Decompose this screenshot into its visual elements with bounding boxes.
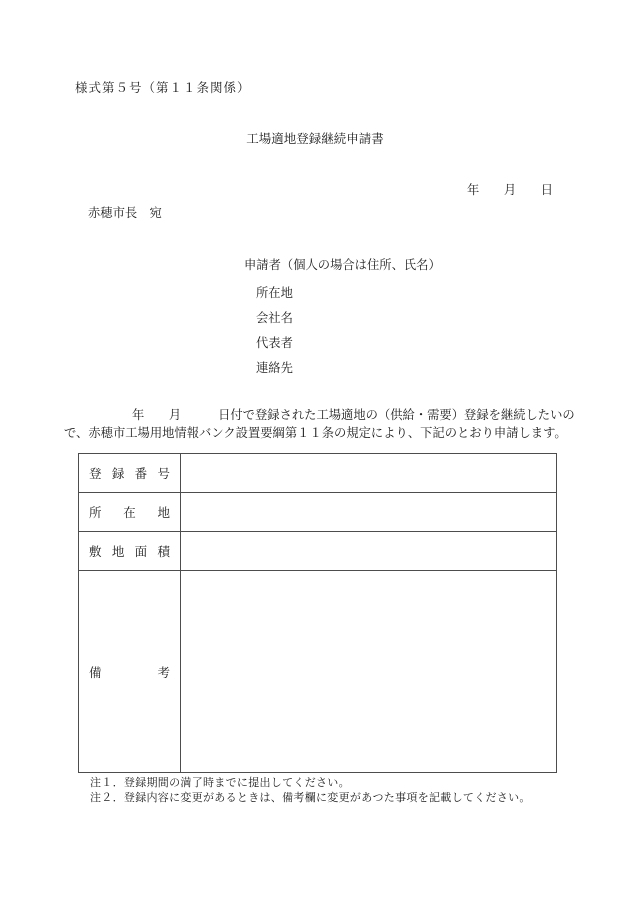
table-label-text: 登 録 番 号	[89, 467, 170, 481]
table-label-site-area	[79, 532, 181, 571]
table-label-location	[79, 493, 181, 532]
body-text-line-2: で、赤穂市工場用地情報バンク設置要綱第１１条の規定により、下記のとおり申請します。	[64, 426, 567, 440]
table-label-remarks	[79, 571, 181, 772]
applicant-field-contact: 連絡先	[256, 361, 293, 375]
table-label-text: 敷 地 面 積	[89, 545, 170, 559]
note-1: 注１．登録期間の満了時までに提出してください。	[90, 777, 350, 789]
table-label-text: 備 考	[89, 665, 170, 680]
form-number: 様式第５号（第１１条関係）	[75, 81, 251, 95]
applicant-heading: 申請者（個人の場合は住所、氏名）	[244, 258, 441, 272]
application-table	[78, 453, 557, 773]
table-label-registration-number	[79, 454, 181, 493]
table-value-location	[181, 493, 556, 532]
page-title: 工場適地登録継続申請書	[246, 132, 384, 146]
note-2: 注２．登録内容に変更があるときは、備考欄に変更があつた事項を記載してください。	[90, 792, 531, 804]
date-line: 年 月 日	[467, 183, 554, 197]
table-value-site-area	[181, 532, 556, 571]
applicant-field-company: 会社名	[256, 311, 293, 325]
applicant-field-location: 所在地	[256, 286, 293, 300]
table-value-remarks	[181, 571, 556, 772]
table-value-registration-number	[181, 454, 556, 493]
body-text-line-1: 年 月 日付で登録された工場適地の（供給・需要）登録を継続したいの	[132, 408, 575, 422]
table-label-text: 所 在 地	[89, 506, 170, 520]
applicant-field-representative: 代表者	[256, 336, 293, 350]
addressee: 赤穂市長 宛	[88, 206, 162, 220]
